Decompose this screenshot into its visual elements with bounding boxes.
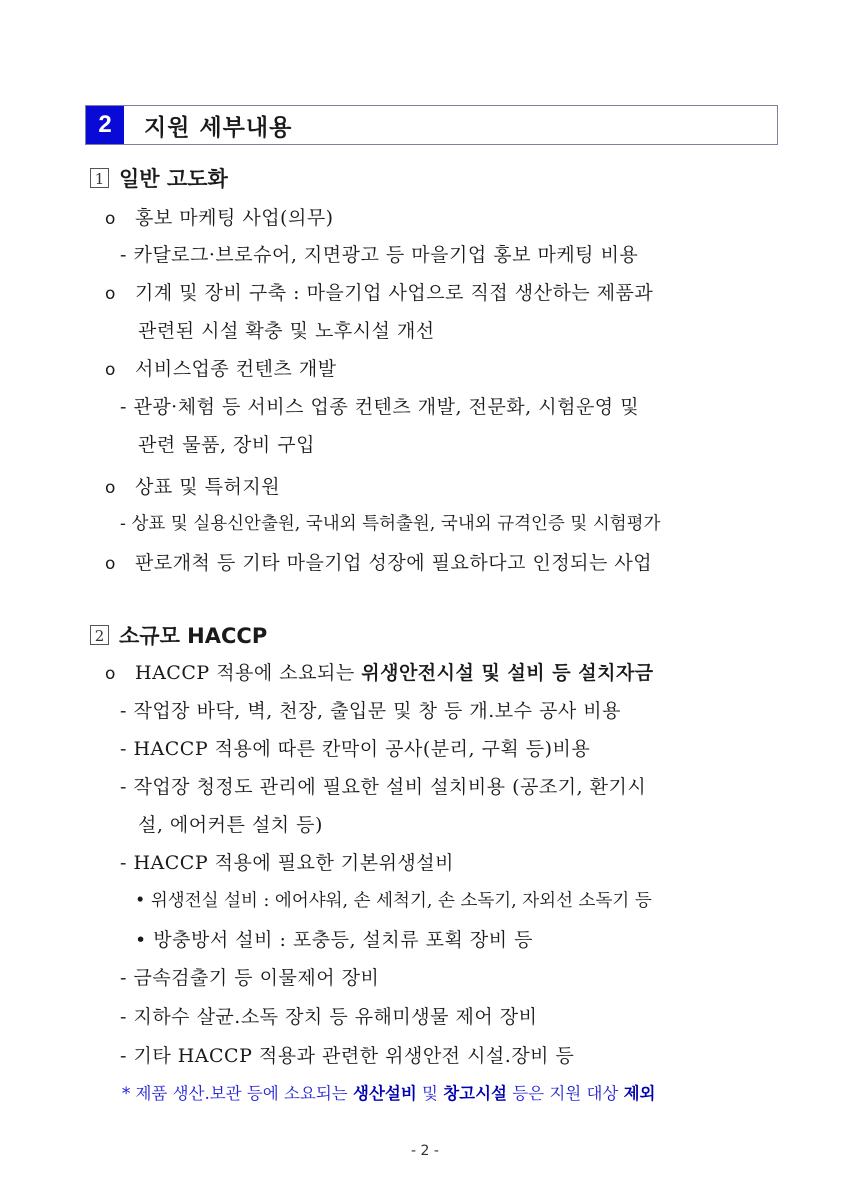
- bullet-item: o HACCP 적용에 소요되는 위생안전시설 및 설비 등 설치자금: [105, 662, 654, 684]
- dot-item: • 방충방서 설비 : 포충등, 설치류 포획 장비 등: [135, 929, 534, 951]
- dash-item: - 금속검출기 등 이물제어 장비: [120, 967, 380, 989]
- dash-item: - 지하수 살균.소독 장치 등 유해미생물 제어 장비: [120, 1006, 538, 1028]
- subsection-header-1: [90, 163, 228, 193]
- section-title: 지원 세부내용: [144, 114, 293, 141]
- boxed-number: 1: [90, 168, 109, 188]
- dash-item: - 기타 HACCP 적용과 관련한 위생안전 시설.장비 등: [120, 1045, 575, 1067]
- section-number-badge: 2: [86, 106, 124, 144]
- dash-item: - HACCP 적용에 필요한 기본위생설비: [120, 852, 454, 874]
- circle-bullet-icon: o: [105, 360, 116, 380]
- bullet-item: o 홍보 마케팅 사업(의무): [105, 207, 334, 229]
- bullet-item: o 서비스업종 컨텐츠 개발: [105, 358, 337, 380]
- subsection-title: 일반 고도화: [119, 167, 228, 191]
- bullet-item: o 상표 및 특허지원: [105, 476, 281, 498]
- circle-bullet-icon: o: [105, 664, 116, 684]
- dot-bullet-icon: •: [135, 929, 147, 951]
- page-number: - 2 -: [411, 1143, 439, 1159]
- continuation-line: 설, 에어커튼 설치 등): [138, 814, 323, 836]
- section-header: [85, 105, 778, 145]
- circle-bullet-icon: o: [105, 478, 116, 498]
- circle-bullet-icon: o: [105, 554, 116, 574]
- bullet-item: o 기계 및 장비 구축 : 마을기업 사업으로 직접 생산하는 제품과: [105, 282, 654, 304]
- continuation-line: 관련 물품, 장비 구입: [138, 434, 315, 456]
- dot-bullet-icon: •: [135, 891, 146, 911]
- circle-bullet-icon: o: [105, 284, 116, 304]
- circle-bullet-icon: o: [105, 209, 116, 229]
- dot-item: • 위생전실 설비 : 에어샤워, 손 세척기, 손 소독기, 자외선 소독기 등: [135, 891, 652, 911]
- continuation-line: 관련된 시설 확충 및 노후시설 개선: [138, 320, 435, 342]
- subsection-header-2: [90, 620, 267, 650]
- dash-item: - 작업장 청정도 관리에 필요한 설비 설치비용 (공조기, 환기시: [120, 776, 647, 798]
- subsection-title: 소규모 HACCP: [119, 624, 268, 648]
- dash-item: - HACCP 적용에 따른 칸막이 공사(분리, 구획 등)비용: [120, 738, 591, 760]
- boxed-number: 2: [90, 625, 109, 645]
- dash-item: - 상표 및 실용신안출원, 국내외 특허출원, 국내외 규격인증 및 시험평가: [120, 514, 661, 534]
- exclusion-note: * 제품 생산.보관 등에 소요되는 생산설비 및 창고시설 등은 지원 대상 제외: [122, 1084, 656, 1103]
- dash-item: - 카달로그·브로슈어, 지면광고 등 마을기업 홍보 마케팅 비용: [120, 244, 639, 266]
- bullet-item: o 판로개척 등 기타 마을기업 성장에 필요하다고 인정되는 사업: [105, 552, 653, 574]
- dash-item: - 관광·체험 등 서비스 업종 컨텐츠 개발, 전문화, 시험운영 및: [120, 396, 640, 418]
- dash-item: - 작업장 바닥, 벽, 천장, 출입문 및 창 등 개.보수 공사 비용: [120, 700, 621, 722]
